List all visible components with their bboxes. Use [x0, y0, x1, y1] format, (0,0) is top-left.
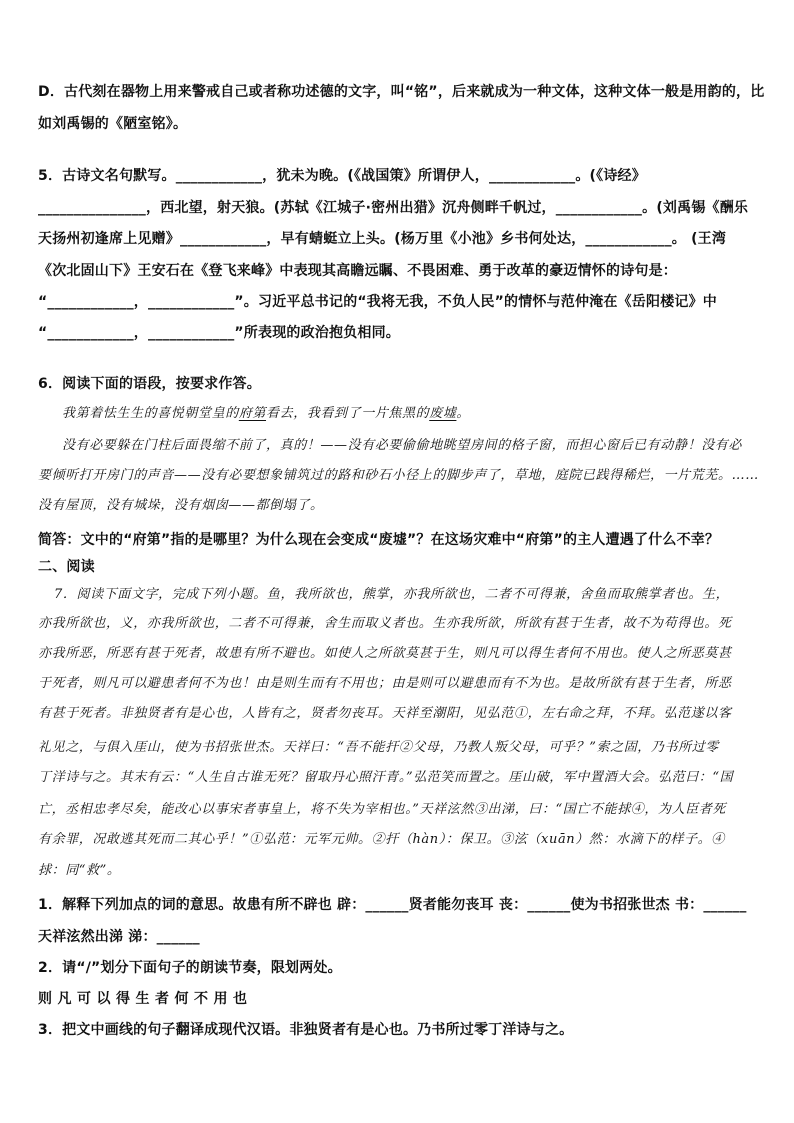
- q6-p1-e: 。: [456, 406, 471, 421]
- q7-passage-line2: 亦我所欲也，义，亦我所欲也，二者不可得兼，舍生而取义者也。生亦我所欲，所欲有甚于生者，故不为苟得也。死: [38, 616, 732, 631]
- q7-passage-line4: 于死者，则凡可以避患者何不为也！由是则生而有不用也；由是则可以避患而有不为也。是故所欲有甚于生者，所恶: [38, 676, 732, 691]
- q5-line1: 5．古诗文名句默写。____________，犹未为晚。(《战国策》所谓伊人，____________。(《诗经》: [38, 168, 646, 184]
- q6-passage-p2-line2: 要倾听打开房门的声音——没有必要想象铺筑过的路和砂石小径上的脚步声了，草地，庭院已践得稀烂，一片荒芜。……: [38, 468, 759, 483]
- q5-line2: _______________，西北望，射天狼。(苏轼《江城子·密州出猎》沉舟侧畔千帆过，____________。(刘禹锡《酬乐: [38, 200, 749, 216]
- q7-passage-line1: 7．阅读下面文字，完成下列小题。鱼，我所欲也，熊掌，亦我所欲也，二者不可得兼，舍鱼而取熊掌者也。生，: [54, 587, 730, 602]
- q6-passage-p1: [62, 404, 470, 424]
- q6-p1-c: 看去，我看到了一片焦黑的: [266, 406, 430, 421]
- q6-passage-p2-line3: 没有屋顶，没有城垛，没有烟囱——都倒塌了。: [38, 498, 324, 513]
- q6-title: 6．阅读下面的语段，按要求作答。: [38, 376, 261, 392]
- sub-q1-line2: 天祥泫然出涕 涕：______: [38, 929, 200, 945]
- sub-q1-line1: 1．解释下列加点的词的意思。故患有所不辟也 辟：______贤者能勿丧耳 丧：______使为书招张世杰 书：______: [38, 897, 747, 913]
- q5-line5: “____________，____________”。习近平总书记的“我将无我，不负人民”的情怀与范仲淹在《岳阳楼记》中: [38, 294, 718, 310]
- q7-passage-line10: 捄：同“救”。: [38, 863, 121, 878]
- q6-p1-feixu: 废墟: [429, 406, 457, 421]
- sub-q2-sentence: 则凡可以得生者何不用也: [38, 991, 253, 1007]
- q6-question: 简答：文中的“府第”指的是哪里？为什么现在会变成“废墟”？在这场灾难中“府第”的主人遭遇了什么不幸？: [38, 532, 720, 548]
- q4-option-d-line1: D．古代刻在器物上用来警戒自己或者称功述德的文字，叫“铭”，后来就成为一种文体，这种文体一般是用韵的，比: [38, 84, 765, 100]
- q6-passage-p2-line1: 没有必要躲在门柱后面畏缩不前了，真的！——没有必要偷偷地眺望房间的格子窗，而担心窗后已有动静！没有必: [62, 438, 743, 453]
- sub-q3: 3．把文中画线的句子翻译成现代汉语。非独贤者有是心也。乃书所过零丁洋诗与之。: [38, 1022, 574, 1038]
- q5-line4: 《次北固山下》王安石在《登飞来峰》中表现其高瞻远瞩、不畏困难、勇于改革的豪迈情怀的诗句是：: [38, 263, 677, 279]
- q7-passage-line6: 礼见之，与俱入厓山，使为书招张世杰。天祥曰：“吾不能扞②父母，乃教人叛父母，可乎？”索之固，乃书所过零: [38, 740, 719, 755]
- q7-passage-line5: 有甚于死者。非独贤者有是心也，人皆有之，贤者勿丧耳。天祥至潮阳，见弘范①，左右命之拜，不拜。弘范遂以客: [38, 706, 732, 721]
- q6-p1-fudi: 府第: [238, 406, 267, 421]
- q4-option-d-line2: 如刘禹锡的《陋室铭》。: [38, 116, 188, 132]
- q7-passage-line8: 亡，丞相忠孝尽矣，能改心以事宋者事皇上，将不失为宰相也。”天祥泫然③出涕，曰：“国亡不能捄④，为人臣者死: [38, 802, 726, 817]
- q5-line3: 天扬州初逢席上见赠》____________，早有蜻蜓立上头。(杨万里《小池》乡书何处达，____________。 (王湾: [38, 231, 727, 247]
- section-heading-reading: 二、阅读: [38, 559, 95, 575]
- sub-q2: 2．请“/”划分下面句子的朗读节奏，限划两处。: [38, 960, 342, 976]
- q7-passage-line7: 丁洋诗与之。其末有云：“人生自古谁无死？留取丹心照汗青。”弘范笑而置之。厓山破，军中置酒大会。弘范曰：“国: [38, 770, 734, 785]
- q7-passage-line3: 亦我所恶，所恶有甚于死者，故患有所不避也。如使人之所欲莫甚于生，则凡可以得生者何不用也。使人之所恶莫甚: [38, 646, 732, 661]
- q5-line6: “____________，____________”所表现的政治抱负相同。: [38, 325, 401, 341]
- q6-p1-a: 我第着怯生生的喜悦朝堂皇的: [62, 406, 239, 421]
- q7-passage-line9: 有余罪，况敢逃其死而二其心乎！”①弘范：元军元帅。②扞（hàn）：保卫。③泫（xuān）然：水滴下的样子。④: [38, 832, 725, 847]
